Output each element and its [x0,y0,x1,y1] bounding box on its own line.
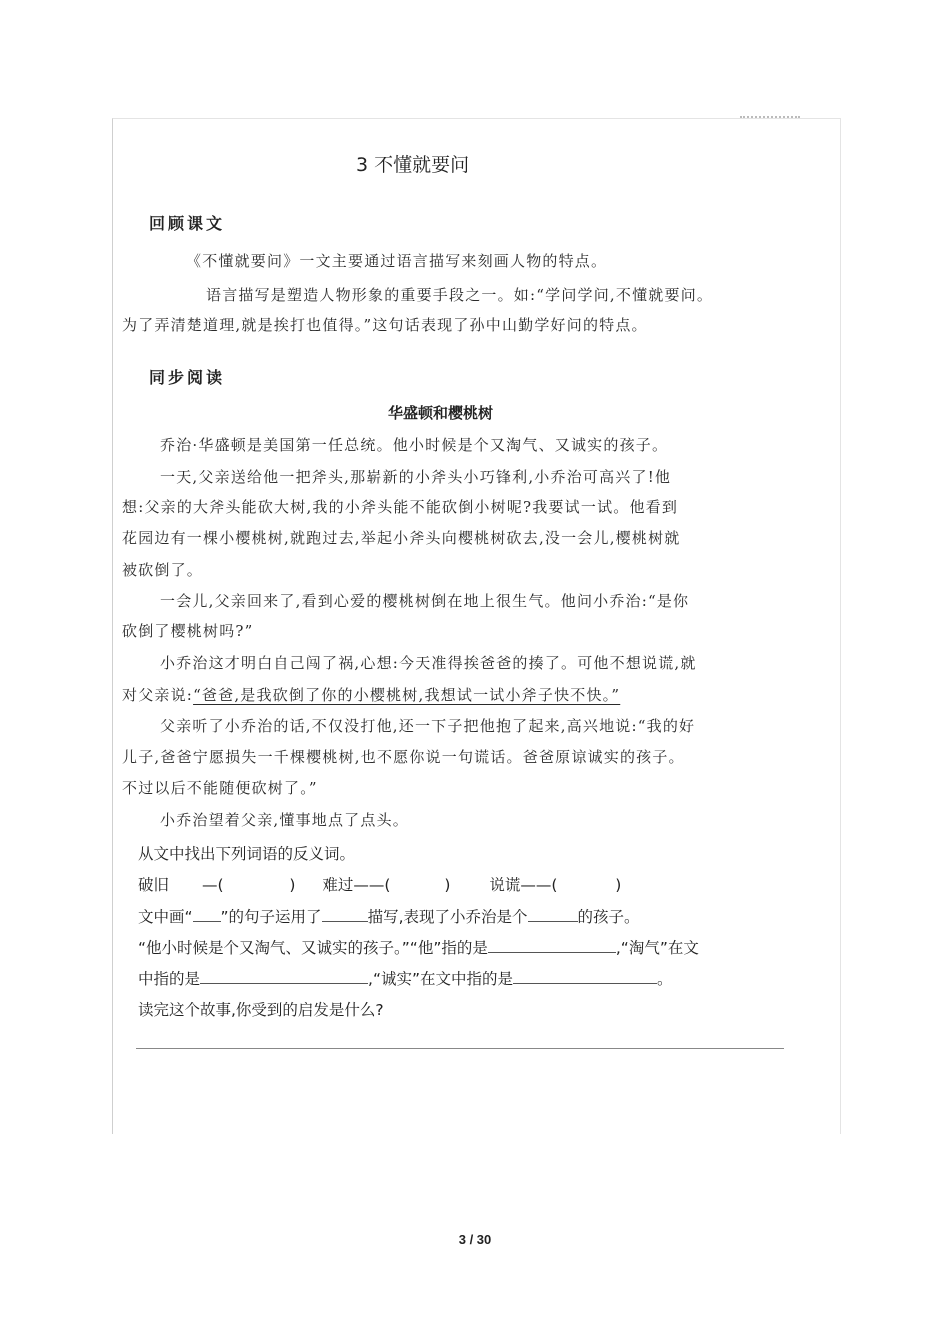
question-4: 读完这个故事,你受到的启发是什么? [138,1001,384,1019]
answer-blank[interactable] [513,967,657,984]
answer-blank-1[interactable] [228,874,284,890]
story-line: 儿子,爸爸宁愿损失一千棵樱桃树,也不愿你说一句谎话。爸爸原谅诚实的孩子。 [122,748,685,766]
answer-blank[interactable] [488,936,616,953]
answer-blank-3[interactable] [562,874,610,890]
question-3-line-2 [138,967,673,989]
lesson-title: 3 不懂就要问 [356,154,470,176]
story-line: 被砍倒了。 [122,561,204,579]
answer-blank-2[interactable] [395,874,439,890]
question-3-text: “他小时候是个又淘气、又诚实的孩子。”“他”指的是 [138,939,488,957]
word-shuohuang: 说谎——( [489,876,558,894]
story-line: 不过以后不能随便砍树了。” [122,779,318,797]
question-2-text: 描写,表现了小乔治是个 [367,908,528,926]
antonym-row [138,873,621,895]
word-nanguo: 难过——( [322,876,391,894]
story-line: 小乔治这才明白自己闯了祸,心想:今天准得挨爸爸的揍了。可他不想说谎,就 [160,654,697,672]
scan-corner-mark [740,108,800,118]
story-line [122,680,620,710]
section-heading-review: 回顾课文 [149,214,226,233]
paren-close: ) [289,876,296,894]
story-line: 一会儿,父亲回来了,看到心爱的樱桃树倒在地上很生气。他问小乔治:“是你 [160,592,690,610]
answer-blank[interactable] [200,967,368,984]
question-3-text: 中指的是 [138,970,201,988]
story-line: 父亲听了小乔治的话,不仅没打他,还一下子把他抱了起来,高兴地说:“我的好 [160,717,696,735]
answer-blank[interactable] [322,905,368,922]
answer-line[interactable] [136,1048,784,1049]
story-line: 想:父亲的大斧头能砍大树,我的小斧头能不能砍倒小树呢?我要试一试。他看到 [122,498,679,516]
word-pojiu: 破旧 [138,876,170,894]
question-2-text: 的孩子。 [577,908,640,926]
review-paragraph-2-line-2: 为了弄清楚道理,就是挨打也值得。”这句话表现了孙中山勤学好问的特点。 [122,316,648,334]
question-2-text: 文中画“ [138,908,193,926]
question-2 [138,905,640,927]
question-1: 从文中找出下列词语的反义词。 [138,845,356,863]
section-heading-reading: 同步阅读 [149,368,226,387]
review-paragraph-2-line-1: 语言描写是塑造人物形象的重要手段之一。如:“学问学问,不懂就要问。 [206,286,714,304]
story-line: 砍倒了樱桃树吗?” [122,622,254,640]
story-line: 小乔治望着父亲,懂事地点了点头。 [160,811,409,829]
page-indicator: 3 / 30 [458,1232,492,1247]
story-line: 花园边有一棵小樱桃树,就跑过去,举起小斧头向樱桃树砍去,没一会儿,樱桃树就 [122,529,681,547]
question-3-line-1 [138,936,699,958]
answer-blank[interactable] [528,905,578,922]
story-line: 乔治·华盛顿是美国第一任总统。他小时候是个又淘气、又诚实的孩子。 [160,436,669,454]
question-3-text: 。 [657,970,673,988]
question-3-text: ,“淘气”在文 [615,939,699,957]
story-line-prefix: 对父亲说: [122,686,194,704]
paren-close: ) [444,876,451,894]
underlined-sentence: “爸爸,是我砍倒了你的小樱桃树,我想试一试小斧子快不快。” [193,686,621,704]
paren-open: —( [201,876,224,894]
paren-close: ) [615,876,622,894]
story-line: 一天,父亲送给他一把斧头,那崭新的小斧头小巧锋利,小乔治可高兴了!他 [160,468,672,486]
question-3-text: ,“诚实”在文中指的是 [368,970,514,988]
story-title: 华盛顿和樱桃树 [388,404,494,422]
review-paragraph-1: 《不懂就要问》一文主要通过语言描写来刻画人物的特点。 [186,252,608,270]
answer-blank[interactable] [193,905,221,922]
question-2-text: ”的句子运用了 [220,908,322,926]
